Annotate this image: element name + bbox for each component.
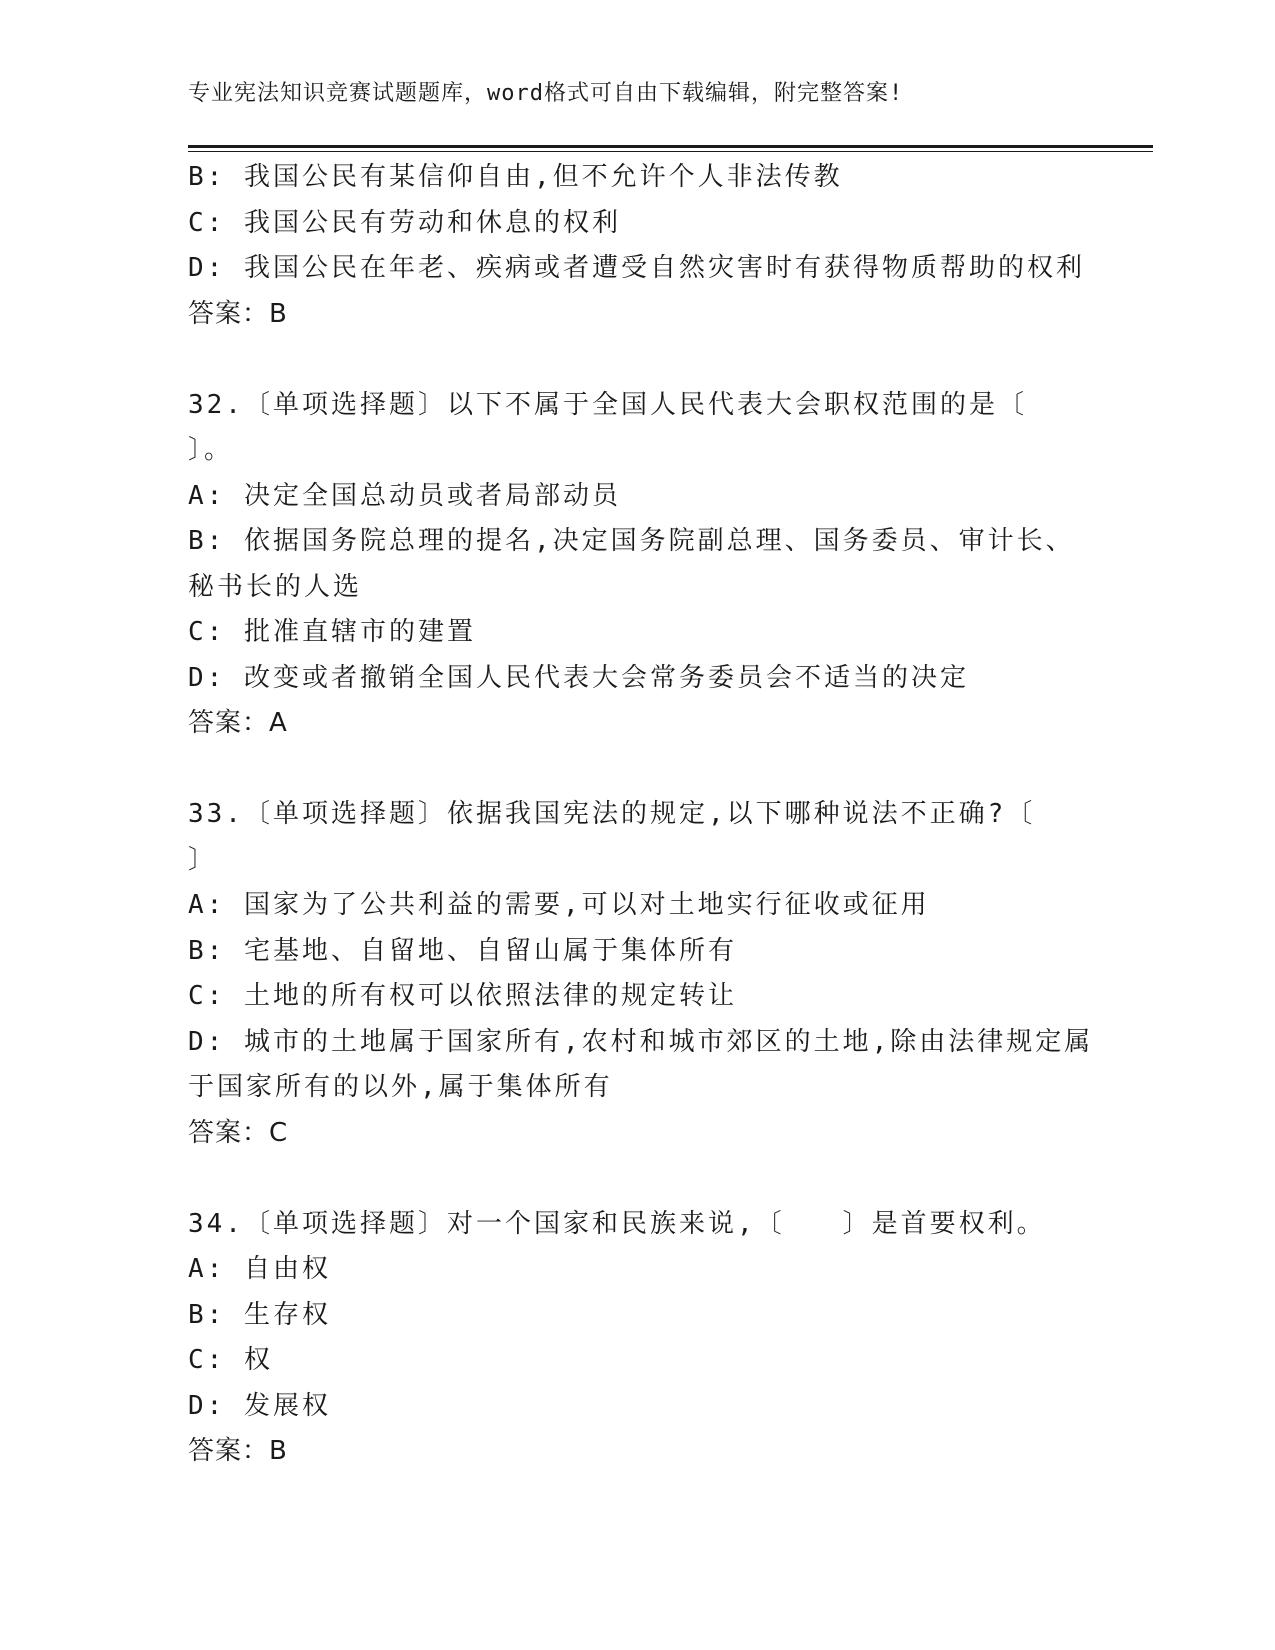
option-a: A: 决定全国总动员或者局部动员: [188, 480, 621, 511]
answer-line: 答案：C: [188, 1117, 289, 1148]
option-a: A: 自由权: [188, 1254, 331, 1284]
option-b: B: 依据国务院总理的提名,决定国务院副总理、国务委员、审计长、: [188, 526, 1075, 556]
question-stem: 33.〔单项选择题〕依据我国宪法的规定,以下哪种说法不正确?〔: [188, 799, 1036, 829]
question-stem: 32.〔单项选择题〕以下不属于全国人民代表大会职权范围的是〔: [188, 389, 1027, 420]
option-c: C: 批准直辖市的建置: [188, 617, 476, 647]
option-b: B: 生存权: [188, 1299, 331, 1330]
question-34: [188, 1202, 1088, 1475]
option-c: C: 权: [188, 1345, 273, 1375]
option-d: D: 我国公民在年老、疾病或者遭受自然灾害时有获得物质帮助的权利: [188, 253, 1085, 283]
option-b: B: 宅基地、自留地、自留山属于集体所有: [188, 935, 737, 966]
answer-line: 答案：B: [188, 298, 288, 329]
question-32: [188, 383, 1088, 747]
option-d-continued: 于国家所有的以外,属于集体所有: [188, 1072, 613, 1102]
question-stem-continued: 〕: [188, 844, 218, 875]
question-stem-continued: 〕。: [188, 435, 234, 465]
option-a: A: 国家为了公共利益的需要,可以对土地实行征收或征用: [188, 890, 930, 920]
option-b: B: 我国公民有某信仰自由,但不允许个人非法传教: [188, 162, 843, 192]
header-rule-thin: [188, 151, 1153, 152]
answer-line: 答案：B: [188, 1436, 288, 1466]
question-stem: 34.〔单项选择题〕对一个国家和民族来说,〔 〕是首要权利。: [188, 1208, 1046, 1239]
spacer: [188, 747, 1088, 793]
spacer: [188, 337, 1088, 383]
answer-line: 答案：A: [188, 708, 288, 738]
page-header-title: 专业宪法知识竞赛试题题库，word格式可自由下载编辑，附完整答案!: [188, 81, 904, 106]
question-31-tail: [188, 155, 1088, 337]
option-c: C: 我国公民有劳动和休息的权利: [188, 207, 621, 238]
option-c: C: 土地的所有权可以依照法律的规定转让: [188, 981, 737, 1011]
question-list: [188, 155, 1094, 1475]
option-b-continued: 秘书长的人选: [188, 571, 363, 602]
spacer: [188, 1156, 1088, 1202]
option-d: D: 改变或者撤销全国人民代表大会常务委员会不适当的决定: [188, 662, 969, 693]
option-d: D: 发展权: [188, 1390, 331, 1421]
header-rule-thick: [188, 145, 1153, 148]
option-d: D: 城市的土地属于国家所有,农村和城市郊区的土地,除由法律规定属: [188, 1026, 1094, 1057]
question-33: [188, 792, 1094, 1156]
